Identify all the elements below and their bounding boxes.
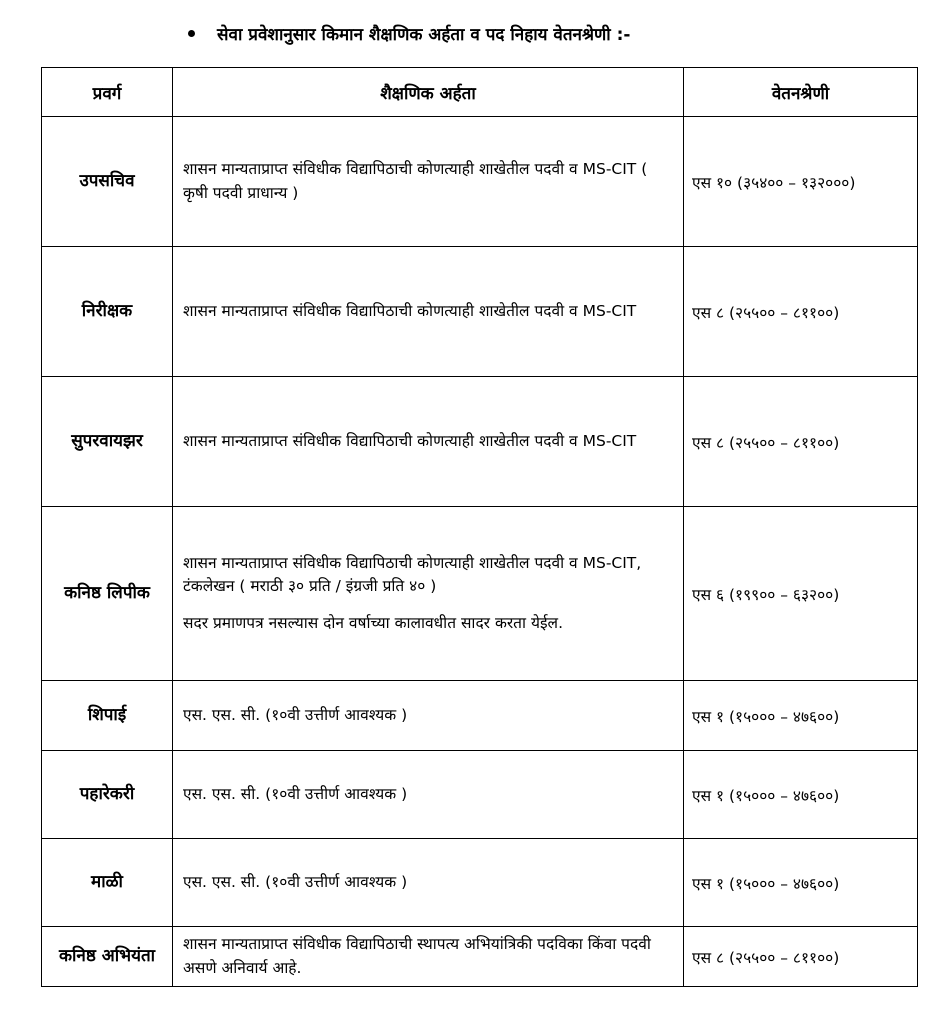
- pay-scale-cell: एस १ (१५००० – ४७६००): [684, 751, 918, 839]
- category-cell: माळी: [42, 839, 173, 927]
- header-category: प्रवर्ग: [42, 68, 173, 117]
- pay-scale-cell: एस ८ (२५५०० – ८११००): [684, 377, 918, 507]
- qualification-text: शासन मान्यताप्राप्त संविधीक विद्यापिठाची स्थापत्य अभियांत्रिकी पदविका किंवा पदवी असणे अनिवार्य आहे.: [183, 935, 651, 977]
- category-cell: सुपरवायझर: [42, 377, 173, 507]
- qualification-text: एस. एस. सी. (१०वी उत्तीर्ण आवश्यक ): [183, 872, 408, 891]
- table-row: [42, 507, 918, 681]
- pay-scale-cell: एस ८ (२५५०० – ८११००): [684, 247, 918, 377]
- qualification-cell: [173, 681, 684, 751]
- qualification-note: सदर प्रमाणपत्र नसल्यास दोन वर्षाच्या कालावधीत सादर करता येईल.: [183, 614, 563, 633]
- qualification-cell: [173, 377, 684, 507]
- qualification-text: शासन मान्यताप्राप्त संविधीक विद्यापिठाची कोणत्याही शाखेतील पदवी व MS-CIT: [183, 431, 637, 450]
- category-cell: कनिष्ठ अभियंता: [42, 927, 173, 987]
- qualification-cell: [173, 117, 684, 247]
- qualification-text: शासन मान्यताप्राप्त संविधीक विद्यापिठाची कोणत्याही शाखेतील पदवी व MS-CIT: [183, 301, 637, 320]
- table-row: [42, 927, 918, 987]
- bullet-icon: [188, 30, 195, 37]
- pay-scale-cell: एस ६ (१९९०० – ६३२००): [684, 507, 918, 681]
- table-row: [42, 681, 918, 751]
- qualification-cell: [173, 751, 684, 839]
- category-cell: पहारेकरी: [42, 751, 173, 839]
- qualification-text: शासन मान्यताप्राप्त संविधीक विद्यापिठाची कोणत्याही शाखेतील पदवी व MS-CIT ( कृषी पदवी प्राधान्य ): [183, 160, 648, 202]
- qualification-cell: [173, 507, 684, 681]
- pay-scale-cell: एस १० (३५४०० – १३२०००): [684, 117, 918, 247]
- header-qualification: शैक्षणिक अर्हता: [173, 68, 684, 117]
- pay-scale-cell: एस १ (१५००० – ४७६००): [684, 681, 918, 751]
- qualification-pay-table: [41, 67, 918, 987]
- table-row: [42, 751, 918, 839]
- table-row: [42, 377, 918, 507]
- qualification-cell: [173, 839, 684, 927]
- qualification-text: शासन मान्यताप्राप्त संविधीक विद्यापिठाची कोणत्याही शाखेतील पदवी व MS-CIT, टंकलेखन ( मराठी ३० प्रति / इंग्रजी प्रति ४० ): [183, 553, 642, 595]
- header-pay-scale: वेतनश्रेणी: [684, 68, 918, 117]
- category-cell: उपसचिव: [42, 117, 173, 247]
- section-heading: [188, 22, 630, 45]
- table-row: [42, 247, 918, 377]
- qualification-cell: [173, 247, 684, 377]
- qualification-cell: [173, 927, 684, 987]
- qualification-text: एस. एस. सी. (१०वी उत्तीर्ण आवश्यक ): [183, 705, 408, 724]
- pay-scale-cell: एस ८ (२५५०० – ८११००): [684, 927, 918, 987]
- category-cell: निरीक्षक: [42, 247, 173, 377]
- qualification-text: एस. एस. सी. (१०वी उत्तीर्ण आवश्यक ): [183, 784, 408, 803]
- section-heading-text: सेवा प्रवेशानुसार किमान शैक्षणिक अर्हता व पद निहाय वेतनश्रेणी :-: [217, 25, 631, 45]
- table-row: [42, 117, 918, 247]
- table-header-row: [42, 68, 918, 117]
- category-cell: कनिष्ठ लिपीक: [42, 507, 173, 681]
- category-cell: शिपाई: [42, 681, 173, 751]
- pay-scale-cell: एस १ (१५००० – ४७६००): [684, 839, 918, 927]
- table-row: [42, 839, 918, 927]
